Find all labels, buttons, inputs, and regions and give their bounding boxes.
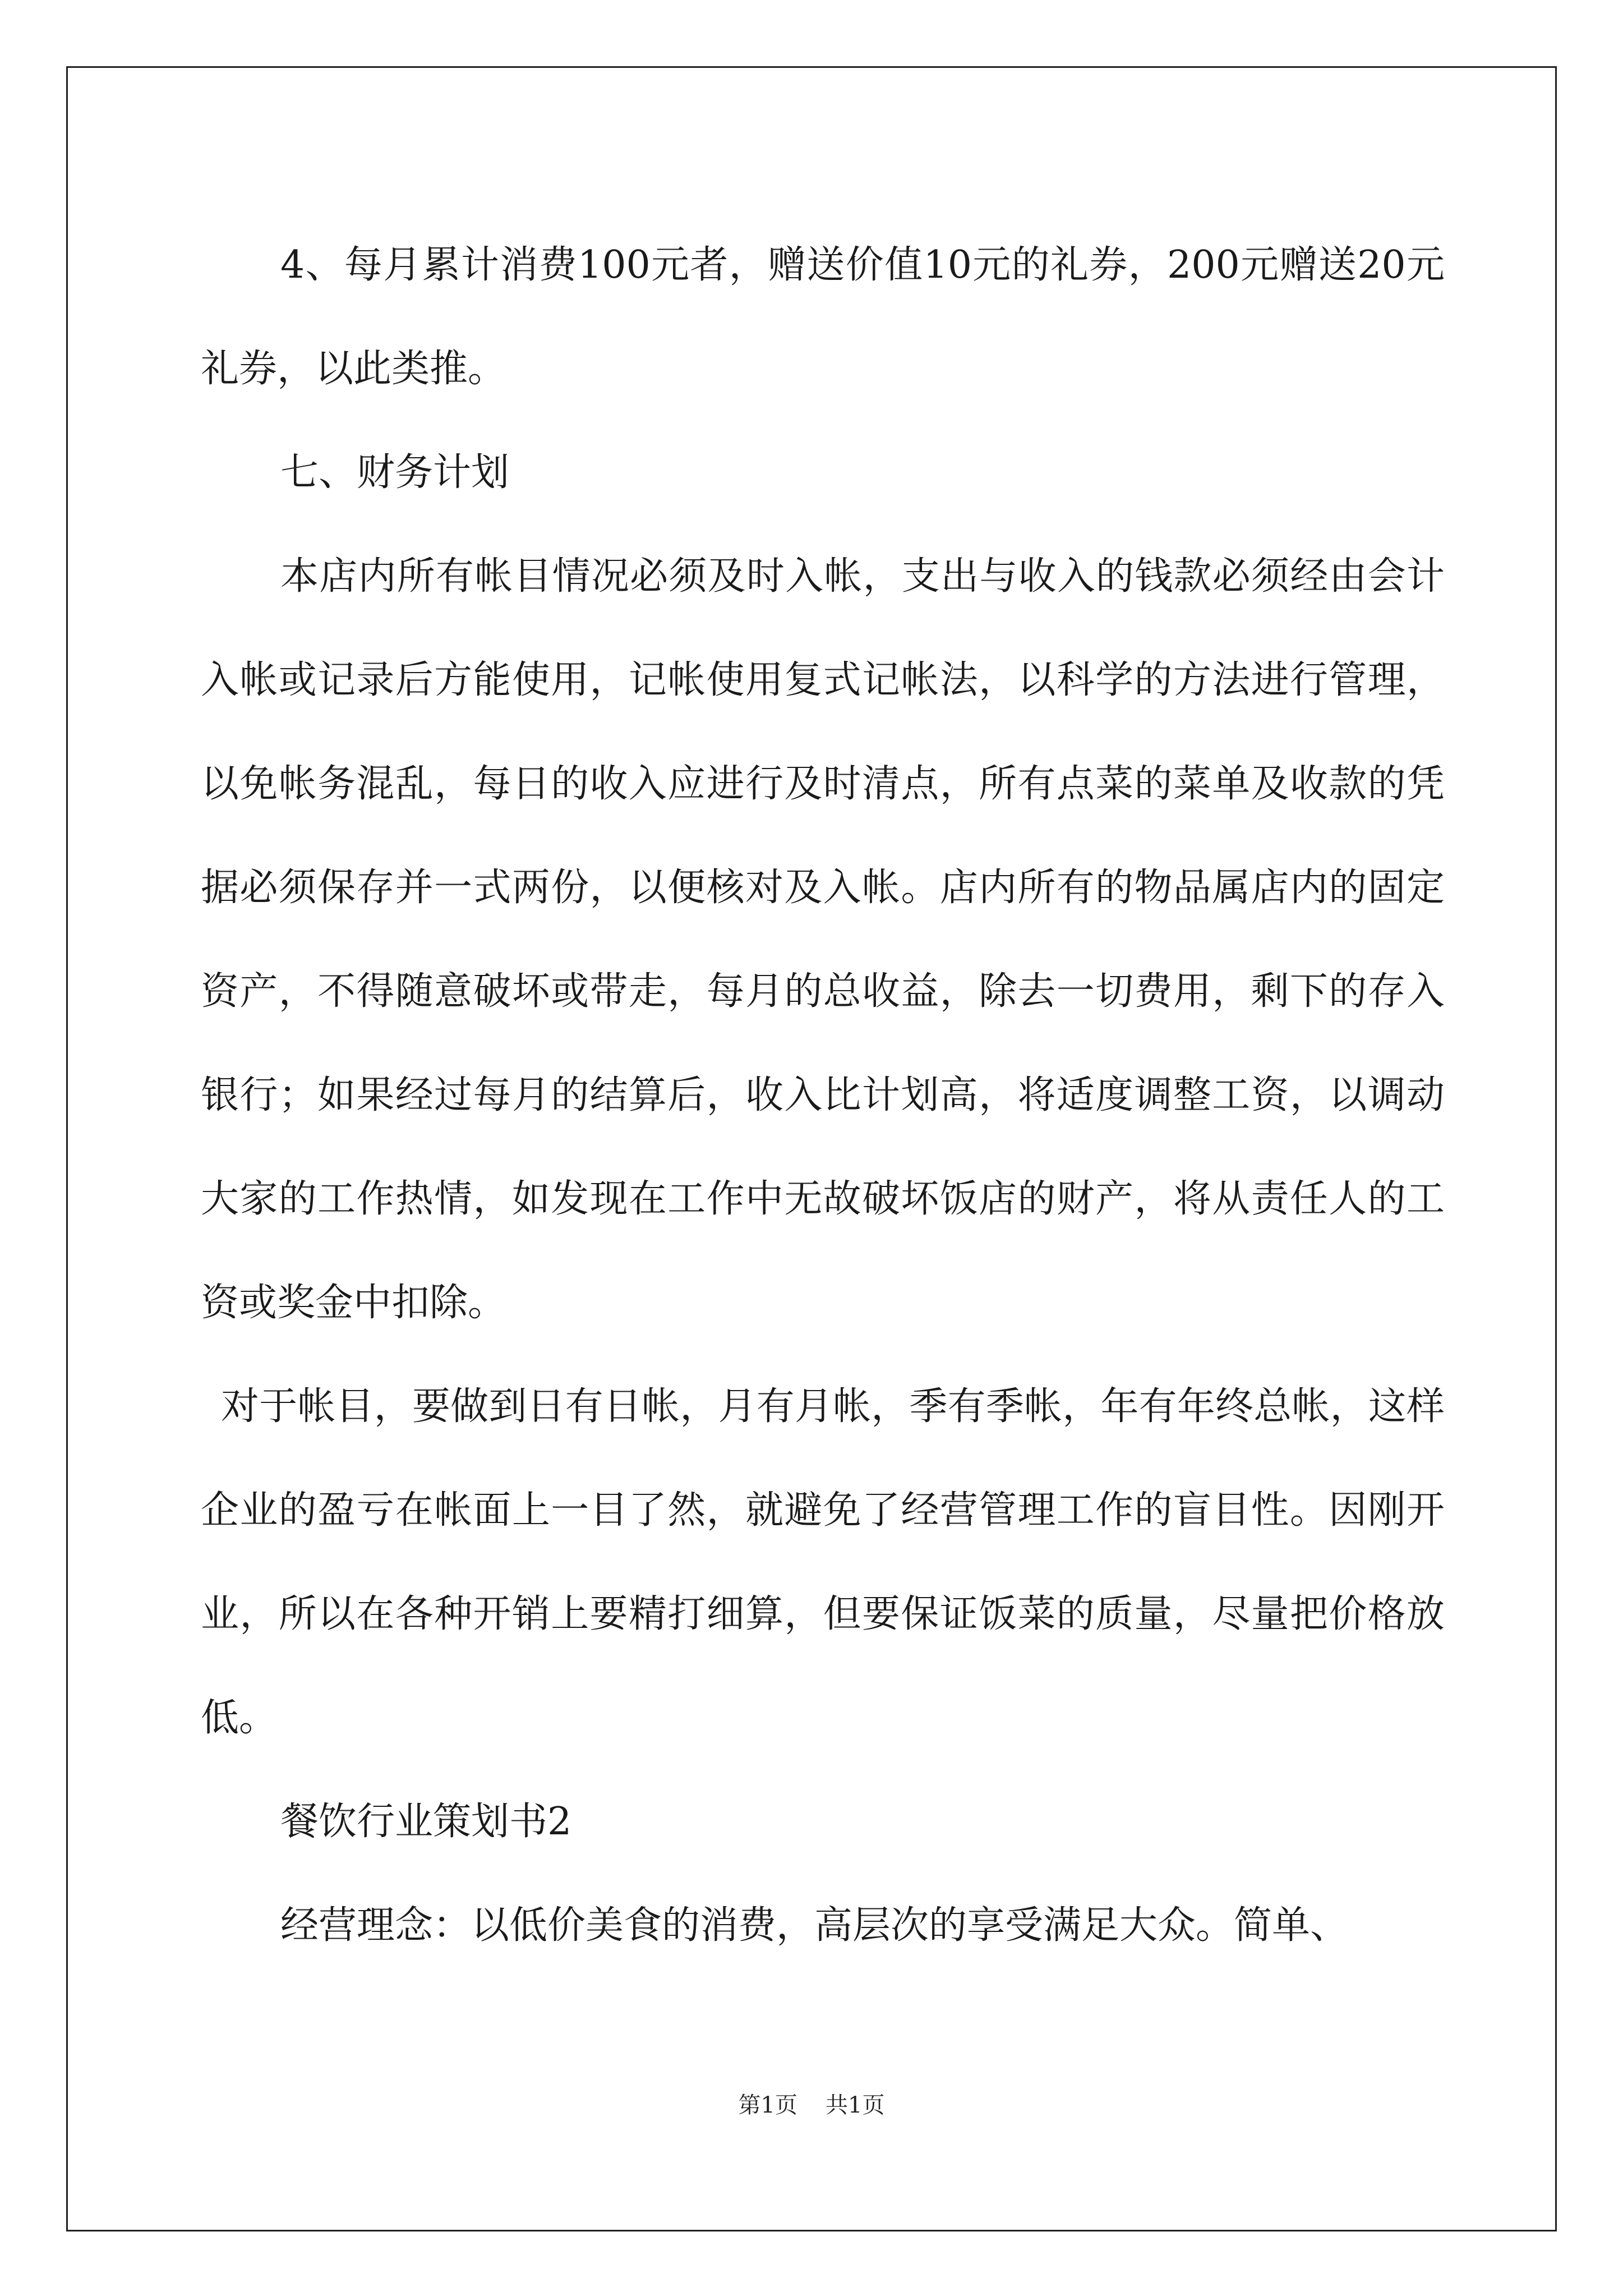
page-footer	[0, 2090, 1623, 2121]
page-total: 共1页	[826, 2092, 885, 2118]
page-number: 第1页	[738, 2092, 797, 2118]
paragraph-business-philosophy: 经营理念：以低价美食的消费，高层次的享受满足大众。简单、	[280, 1903, 1349, 1948]
heading-financial-plan: 七、财务计划	[280, 450, 510, 495]
heading-plan-2: 餐饮行业策划书2	[280, 1800, 572, 1844]
paragraph-gift-voucher: 4、每月累计消费100元者，赠送价值10元的礼券，200元赠送20元礼券，以此类推。	[201, 243, 1445, 391]
paragraph-accounting-rules: 本店内所有帐目情况必须及时入帐，支出与收入的钱款必须经由会计入帐或记录后方能使用，记帐使用复式记帐法，以科学的方法进行管理，以免帐务混乱，每日的收入应进行及时清点，所有点菜的菜单及收款的凭据必须保存并一式两份，以便核对及入帐。店内所有的物品属店内的固定资产，不得随意破坏或带走，每月的总收益，除去一切费用，剩下的存入银行；如果经过每月的结算后，收入比计划高，将适度调整工资，以调动大家的工作热情，如发现在工作中无故破坏饭店的财产，将从责任人的工资或奖金中扣除。	[201, 554, 1445, 1325]
document-body	[201, 213, 1445, 1977]
paragraph-bookkeeping: 对于帐目，要做到日有日帐，月有月帐，季有季帐，年有年终总帐，这样企业的盈亏在帐面上一目了然，就避免了经营管理工作的盲目性。因刚开业，所以在各种开销上要精打细算，但要保证饭菜的质量，尽量把价格放低。	[201, 1384, 1445, 1740]
